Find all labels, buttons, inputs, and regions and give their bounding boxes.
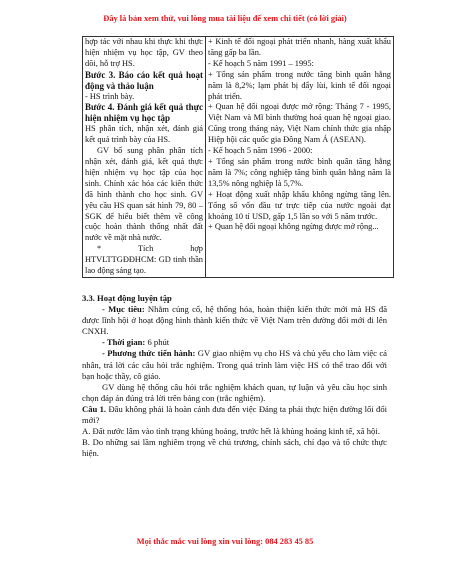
right-column-paragraph: + Kinh tế đối ngoại phát triển nhanh, hàng xuất khẩu tăng gấp ba lần.	[208, 37, 391, 57]
left-column-paragraph: HS phân tích, nhận xét, đánh giá kết quả trình bày của HS.	[85, 124, 203, 145]
question-1: Câu 1. Đâu không phải là hoàn cảnh đưa đến việc Đảng ta phải thực hiện đường lối đổi mới?	[82, 403, 387, 426]
left-column-paragraph: GV bổ sung phân phân tích nhận xét, đánh giá, kết quả thực hiện nhiệm vụ học tập của học sinh. Chính xác hóa các kiến thức đã hình thành cho học sinh. GV yêu cầu HS quan sát hình 79, 80 – SGK để hiểu biết thêm về công cuộc hoàn thành thống nhất đất nước về mặt nhà nước.	[85, 146, 203, 243]
right-column-paragraph: - Kế hoạch 5 năm 1996 - 2000:	[208, 146, 313, 156]
time-paragraph: - Thời gian: 6 phút	[102, 337, 170, 348]
content-knowledge-column	[206, 37, 394, 278]
right-column-paragraph: + Tổng sản phẩm trong nước bình quân tăng hằng năm là 7%; công nghiệp tăng bình quân hằng năm là 13,5% nông nghiệp là 5,7%.	[208, 156, 391, 188]
right-column-paragraph: + Quan hệ đối ngoại được mở rộng: Tháng 7 - 1995, Việt Nam và Mĩ bình thường hoá quan hệ ngoại giao. Cũng trong tháng này, Việt Nam chính thức gia nhập Hiệp hội các quốc gia Đông Nam Á (ASEAN).	[208, 102, 391, 145]
right-column-paragraph: + Hoạt động xuất nhập khẩu không ngừng tăng lên. Tổng số vốn đầu tư trực tiếp của nước ngoài đạt khoảng 10 tỉ USD, gấp 1,5 lần so với 5 năm trước.	[208, 189, 391, 221]
preview-notice-banner: Đây là bản xem thử, vui lòng mua tài liệu để xem chi tiết (có lời giải)	[103, 14, 347, 23]
left-column-paragraph: hợp tác với nhau khi thực khi thực hiện nhiệm vụ học tập, GV theo dõi, hỗ trợ HS.	[85, 37, 203, 68]
answer-a: A. Đất nước lâm vào tình trạng khủng hoảng, trước hết là khủng hoảng kinh tế, xã hội.	[82, 426, 380, 437]
left-column-paragraph: Bước 4. Đánh giá kết quả thực hiện nhiệm vụ học tập	[85, 102, 203, 124]
left-column-paragraph: Bước 3. Báo cáo kết quả hoạt động và thảo luận	[85, 69, 203, 91]
right-column-paragraph: + Tổng sản phẩm trong nước tăng bình quân hằng năm là 8,2%; lạm phát bị đẩy lùi, kinh tế đối ngoại phát triển.	[208, 69, 391, 101]
left-column-paragraph: * Tích hợp HTVLTTGĐĐHCM: GD tinh thần lao động sáng tạo.	[85, 244, 203, 276]
section-heading: 3.3. Hoạt động luyện tập	[82, 293, 172, 303]
left-column-paragraph: - HS trình bày.	[85, 91, 135, 101]
right-column-paragraph: - Kế hoạch 5 năm 1991 – 1995:	[208, 58, 314, 68]
answer-b: B. Do những sai lầm nghiêm trọng về chủ trương, chính sách, chỉ đạo và tổ chức thực hiện.	[82, 437, 387, 459]
contact-banner: Mọi thắc mắc vui lòng xin vui lòng: 084 283 45 85	[136, 537, 314, 546]
question-system-paragraph: GV dùng hệ thống câu hỏi trắc nghiệm khách quan, tự luận và yêu cầu học sinh chọn đáp án đúng trả lời trên bảng con (trắc nghiệm).	[82, 381, 387, 403]
practice-activity-section	[82, 293, 387, 459]
teacher-steps-column	[83, 37, 206, 278]
method-paragraph: - Phương thức tiến hành: GV giao nhiệm vụ cho HS và chủ yếu cho làm việc cá nhân, trả lời các câu hỏi trắc nghiệm. Trong quá trình làm việc HS có thể trao đổi với bạn hoặc thầy, cô giáo.	[82, 348, 387, 381]
objective-paragraph: - Mục tiêu: Nhằm củng cố, hệ thống hóa, hoàn thiện kiến thức mới mà HS đã được lĩnh hội ở hoạt động hình thành kiến thức về Việt Nam trên đường đổi mới đi lên CNXH.	[82, 304, 388, 337]
content-table	[82, 36, 391, 278]
right-column-paragraph: + Quan hệ đối ngoại không ngừng được mở rộng...	[208, 222, 379, 232]
